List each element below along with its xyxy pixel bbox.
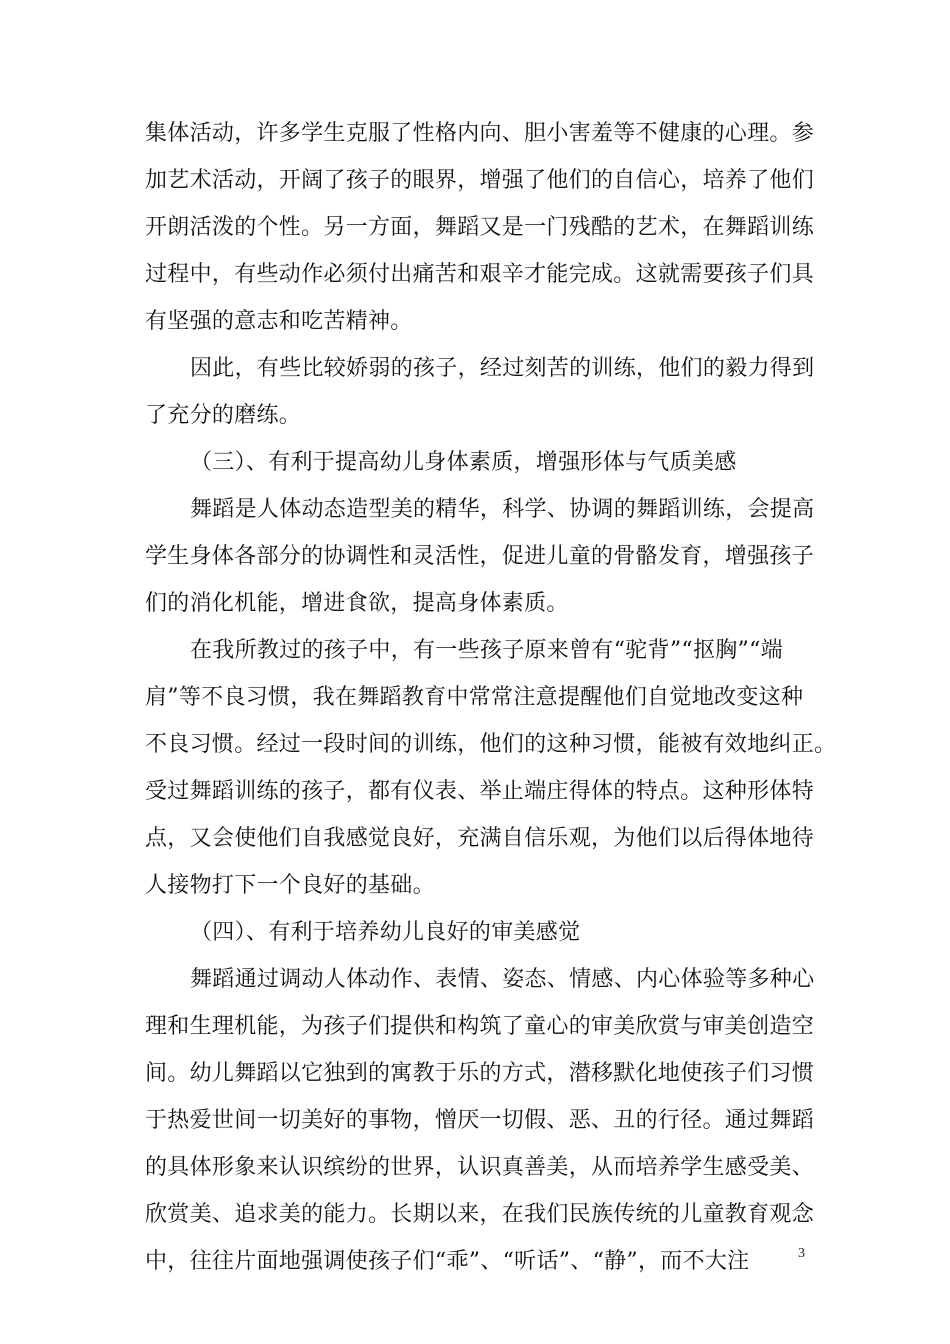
paragraph-first-line: 在我所教过的孩子中，有一些孩子原来曾有“驼背”“抠胸”“端 — [190, 638, 783, 663]
paragraph-first-line: 舞蹈是人体动态造型美的精华，科学、协调的舞蹈训练，会提高 — [190, 497, 815, 522]
paragraph-first-line: 舞蹈通过调动人体动作、表情、姿态、情感、内心体验等多种心 — [190, 967, 815, 992]
section-heading: （三）、有利于提高幼儿身体素质，增强形体与气质美感 — [190, 450, 737, 475]
body-text-line: 们的消化机能，增进食欲，提高身体素质。 — [145, 591, 569, 616]
body-text-line: 间。幼儿舞蹈以它独到的寓教于乐的方式，潜移默化地使孩子们习惯 — [145, 1061, 815, 1086]
body-text-line: 于热爱世间一切美好的事物，憎厌一切假、恶、丑的行径。通过舞蹈 — [145, 1108, 815, 1133]
body-text-line: 受过舞蹈训练的孩子，都有仪表、举止端庄得体的特点。这种形体特 — [145, 779, 815, 804]
paragraph-first-line: 因此，有些比较娇弱的孩子，经过刻苦的训练，他们的毅力得到 — [190, 356, 815, 381]
page-number: 3 — [798, 1246, 805, 1261]
body-text-line: 理和生理机能，为孩子们提供和构筑了童心的审美欣赏与审美创造空 — [145, 1014, 815, 1039]
body-text-line: 开朗活泼的个性。另一方面，舞蹈又是一门残酷的艺术，在舞蹈训练 — [145, 215, 815, 240]
body-text-line: 集体活动，许多学生克服了性格内向、胆小害羞等不健康的心理。参 — [145, 121, 815, 146]
body-text-line: 中，往往片面地强调使孩子们“乖”、“听话”、“静”，而不大注 — [145, 1249, 750, 1274]
body-text-line: 肩”等不良习惯，我在舞蹈教育中常常注意提醒他们自觉地改变这种 — [145, 685, 804, 710]
body-text-line: 的具体形象来认识缤纷的世界，认识真善美，从而培养学生感受美、 — [145, 1155, 815, 1180]
body-text-line: 过程中，有些动作必须付出痛苦和艰辛才能完成。这就需要孩子们具 — [145, 262, 815, 287]
body-text-line: 不良习惯。经过一段时间的训练，他们的这种习惯，能被有效地纠正。 — [145, 732, 837, 757]
body-text-line: 加艺术活动，开阔了孩子的眼界，增强了他们的自信心，培养了他们 — [145, 168, 815, 193]
body-text-line: 学生身体各部分的协调性和灵活性，促进儿童的骨骼发育，增强孩子 — [145, 544, 815, 569]
body-text-line: 人接物打下一个良好的基础。 — [145, 873, 435, 898]
body-text-line: 有坚强的意志和吃苦精神。 — [145, 309, 413, 334]
body-text-line: 点，又会使他们自我感觉良好，充满自信乐观，为他们以后得体地待 — [145, 826, 815, 851]
body-text-line: 了充分的磨练。 — [145, 403, 302, 428]
section-heading: （四）、有利于培养幼儿良好的审美感觉 — [190, 920, 581, 945]
body-text-line: 欣赏美、追求美的能力。长期以来，在我们民族传统的儿童教育观念 — [145, 1202, 815, 1227]
